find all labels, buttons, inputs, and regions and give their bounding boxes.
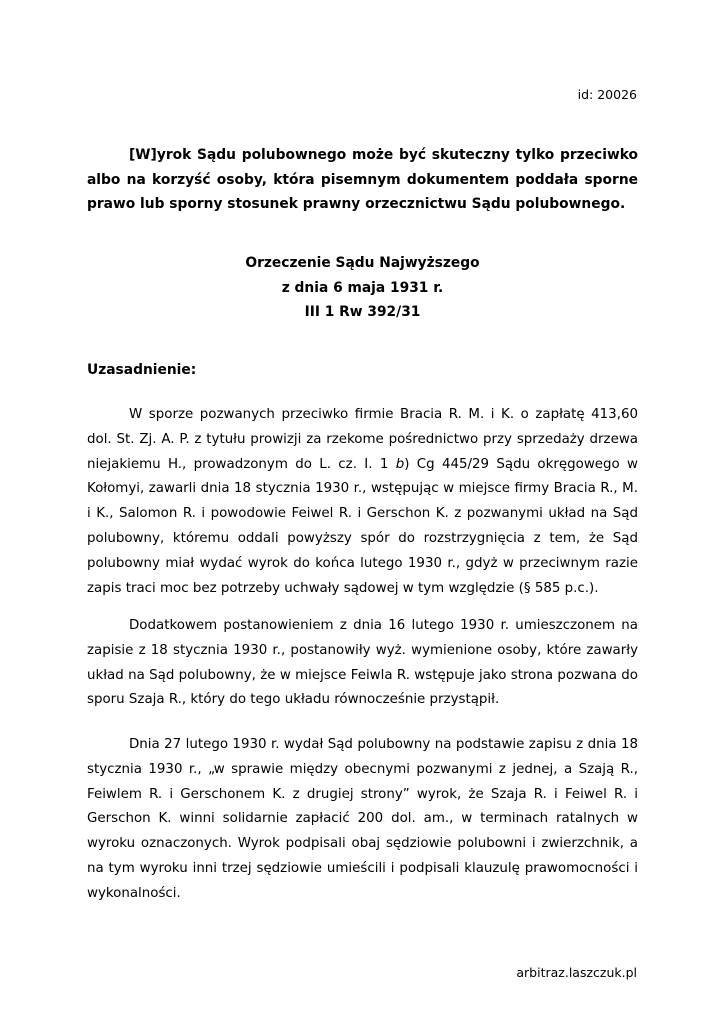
judgment-date: z dnia 6 maja 1931 r.: [281, 279, 444, 296]
paragraph-1-text-a: W sporze pozwanych przeciwko firmie Bracia R. M. i K. o zapłatę 413,60 dol. St. Zj. A. P. z tytułu prowizji za rzekome pośrednictwo przy sprzedaży drzewa niejakiemu H., prowadzonym do L. cz. I. 1: [87, 407, 638, 472]
paragraph-1-italic: b: [395, 456, 405, 472]
judgment-title: Orzeczenie Sądu Najwyższego: [245, 255, 480, 271]
body-paragraph-1: [87, 403, 638, 601]
reasons-title: Uzasadnienie:: [87, 362, 197, 378]
judgment-heading: [87, 251, 638, 325]
thesis-paragraph: [W]yrok Sądu polubownego może być skuteczny tylko przeciwko albo na korzyść osoby, która pisemnym dokumentem poddała sporne prawo lub sporny stosunek prawny orzecznictwu Sądu polubownego.: [87, 147, 638, 212]
footer-source: arbitraz.laszczuk.pl: [516, 965, 637, 980]
body-paragraph-2: Dodatkowem postanowieniem z dnia 16 lutego 1930 r. umieszczonem na zapisie z 18 stycznia 1930 r., postanowiły wyż. wymienione osoby, które zawarły układ na Sąd polubowny, że w miejsce Feiwla R. wstępuje jako strona pozwana do sporu Szaja R., który do tego układu równocześnie przystąpił.: [87, 618, 638, 708]
judgment-signature: III 1 Rw 392/31: [304, 304, 421, 321]
document-id: id: 20026: [577, 87, 637, 102]
body-paragraph-3: Dnia 27 lutego 1930 r. wydał Sąd polubowny na podstawie zapisu z dnia 18 stycznia 1930 r., „w sprawie między obecnymi pozwanymi z jednej, a Szają R., Feiwlem R. i Gerschonem K. z drugiej strony” wyrok, że Szaja R. i Feiwel R. i Gerschon K. winni solidarnie zapłacić 200 dol. am., w terminach ratalnych w wyroku oznaczonych. Wyrok podpisali obaj sędziowie polubowni i zwierzchnik, a na tym wyroku inni trzej sędziowie umieścili i podpisali klauzulę prawomocności i wykonalności.: [87, 737, 638, 901]
paragraph-1-text-b: ) Cg 445/29 Sądu okręgowego w Kołomyi, zawarli dnia 18 stycznia 1930 r., wstępując w miejsce firmy Bracia R., M. i K., Salomon R. i powodowie Feiwel R. i Gerschon K. z pozwanymi układ na Sąd polubowny, któremu oddali powyższy spór do rozstrzygnięcia z tem, że Sąd polubowny miał wydać wyrok do końca lutego 1930 r., gdyż w przeciwnym razie zapis traci moc bez potrzeby uchwały sądowej w tym względzie (§ 585 p.c.).: [87, 456, 638, 596]
